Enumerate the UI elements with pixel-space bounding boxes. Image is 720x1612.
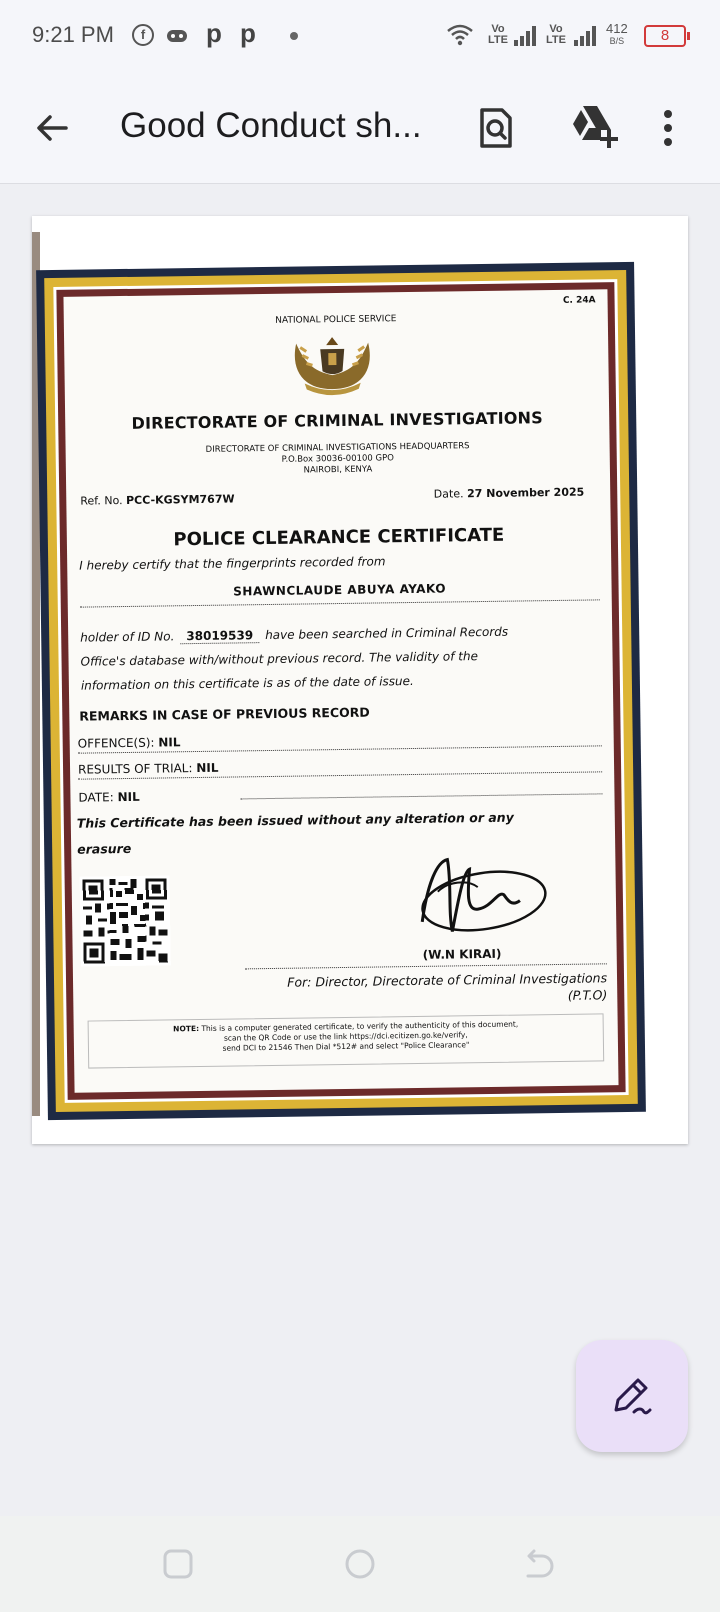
dotted-rule bbox=[240, 793, 602, 799]
id-prefix: holder of ID No. bbox=[80, 629, 175, 645]
verification-note bbox=[88, 1013, 605, 1068]
qr-code-icon bbox=[80, 875, 171, 966]
police-crest-icon bbox=[282, 330, 383, 397]
address-line: P.O.Box 30036-00100 GPO bbox=[281, 453, 394, 465]
note-text: This is a computer generated certificate, to verify the authenticity of this document, bbox=[201, 1019, 519, 1033]
battery-icon: 8 bbox=[644, 25, 686, 47]
issue-date bbox=[434, 486, 585, 501]
back-arrow-icon[interactable] bbox=[30, 106, 74, 150]
id-suffix: have been searched in Criminal Records bbox=[265, 624, 509, 643]
reference-number bbox=[80, 492, 234, 507]
signature-icon bbox=[407, 850, 548, 948]
network-speed-value: 412 bbox=[606, 21, 628, 36]
signatory-name: (W.N KIRAI) bbox=[422, 946, 502, 962]
volte-icon: Vo LTE bbox=[488, 23, 508, 46]
dot-icon bbox=[290, 32, 298, 40]
note-label: NOTE: bbox=[173, 1024, 200, 1034]
pto-label: (P.T.O) bbox=[567, 987, 608, 1003]
search-document-icon[interactable] bbox=[472, 104, 520, 152]
id-line bbox=[80, 625, 508, 646]
ref-label: Ref. No. bbox=[80, 494, 123, 508]
p-app-icon: p bbox=[206, 18, 222, 48]
more-vert-icon[interactable] bbox=[656, 104, 680, 152]
holder-name: SHAWNCLAUDE ABUYA AYAKO bbox=[233, 581, 447, 599]
edit-pen-icon bbox=[612, 1376, 652, 1416]
volte-icon: Vo LTE bbox=[546, 23, 566, 46]
national-police-service: NATIONAL POLICE SERVICE bbox=[275, 314, 397, 326]
offences-value: NIL bbox=[158, 735, 181, 750]
gamepad-icon bbox=[166, 28, 188, 49]
recents-icon[interactable] bbox=[160, 1546, 196, 1582]
trial-value: NIL bbox=[196, 760, 219, 776]
wifi-icon bbox=[446, 24, 474, 51]
address-line: NAIROBI, KENYA bbox=[303, 464, 373, 476]
back-icon[interactable] bbox=[522, 1546, 558, 1582]
trial-label: RESULTS OF TRIAL: bbox=[77, 761, 193, 777]
signature-rule bbox=[245, 963, 607, 969]
signal-icon bbox=[574, 26, 596, 46]
certificate bbox=[36, 262, 646, 1120]
body-text: information on this certificate is as of the date of issue. bbox=[80, 673, 414, 693]
signal-icon bbox=[514, 26, 536, 46]
app-bar bbox=[0, 72, 720, 184]
ref-value: PCC-KGSYM767W bbox=[125, 492, 235, 507]
date2-value: NIL bbox=[117, 789, 140, 805]
address-line: DIRECTORATE OF CRIMINAL INVESTIGATIONS HEADQUARTERS bbox=[205, 441, 470, 455]
form-number: C. 24A bbox=[562, 295, 596, 306]
network-speed-unit: B/S bbox=[609, 36, 625, 46]
certify-text: I hereby certify that the fingerprints recorded from bbox=[79, 554, 386, 573]
signatory-title bbox=[287, 969, 607, 1007]
date-field bbox=[78, 790, 139, 805]
body-text: Office's database with/without previous record. The validity of the bbox=[80, 649, 479, 669]
issued-statement: This Certificate has been issued without any alteration or any erasure bbox=[76, 809, 514, 857]
document-page[interactable] bbox=[32, 216, 688, 1144]
directorate-heading: DIRECTORATE OF CRIMINAL INVESTIGATIONS bbox=[131, 408, 544, 433]
dotted-rule bbox=[80, 599, 600, 607]
date2-label: DATE: bbox=[78, 790, 114, 805]
date-value: 27 November 2025 bbox=[466, 485, 585, 501]
status-time: 9:21 PM bbox=[32, 22, 114, 47]
trial-field bbox=[78, 761, 219, 777]
home-icon[interactable] bbox=[342, 1546, 378, 1582]
note-text: scan the QR Code or use the link https://dci.ecitizen.go.ke/verify, bbox=[223, 1030, 468, 1043]
signatory-role: For: Director, Directorate of Criminal Investigations bbox=[287, 970, 608, 990]
navigation-bar bbox=[0, 1516, 720, 1612]
id-number: 38019539 bbox=[180, 628, 259, 644]
status-bar bbox=[0, 0, 720, 72]
note-text: send DCI to 21546 Then Dial *512# and select "Police Clearance" bbox=[222, 1040, 470, 1053]
date-label: Date. bbox=[433, 487, 464, 501]
add-to-drive-icon[interactable] bbox=[568, 102, 616, 150]
certificate-title: POLICE CLEARANCE CERTIFICATE bbox=[173, 524, 505, 551]
p-app-icon: p bbox=[240, 18, 256, 48]
network-speed bbox=[606, 22, 628, 48]
remarks-heading: REMARKS IN CASE OF PREVIOUS RECORD bbox=[79, 704, 370, 724]
facebook-icon: f bbox=[132, 24, 154, 46]
offences-label: OFFENCE(S): bbox=[77, 735, 155, 751]
directorate-address bbox=[66, 439, 610, 480]
document-title: Good Conduct sh... bbox=[120, 106, 422, 145]
offences-field bbox=[78, 735, 181, 750]
edit-button[interactable] bbox=[576, 1340, 688, 1452]
